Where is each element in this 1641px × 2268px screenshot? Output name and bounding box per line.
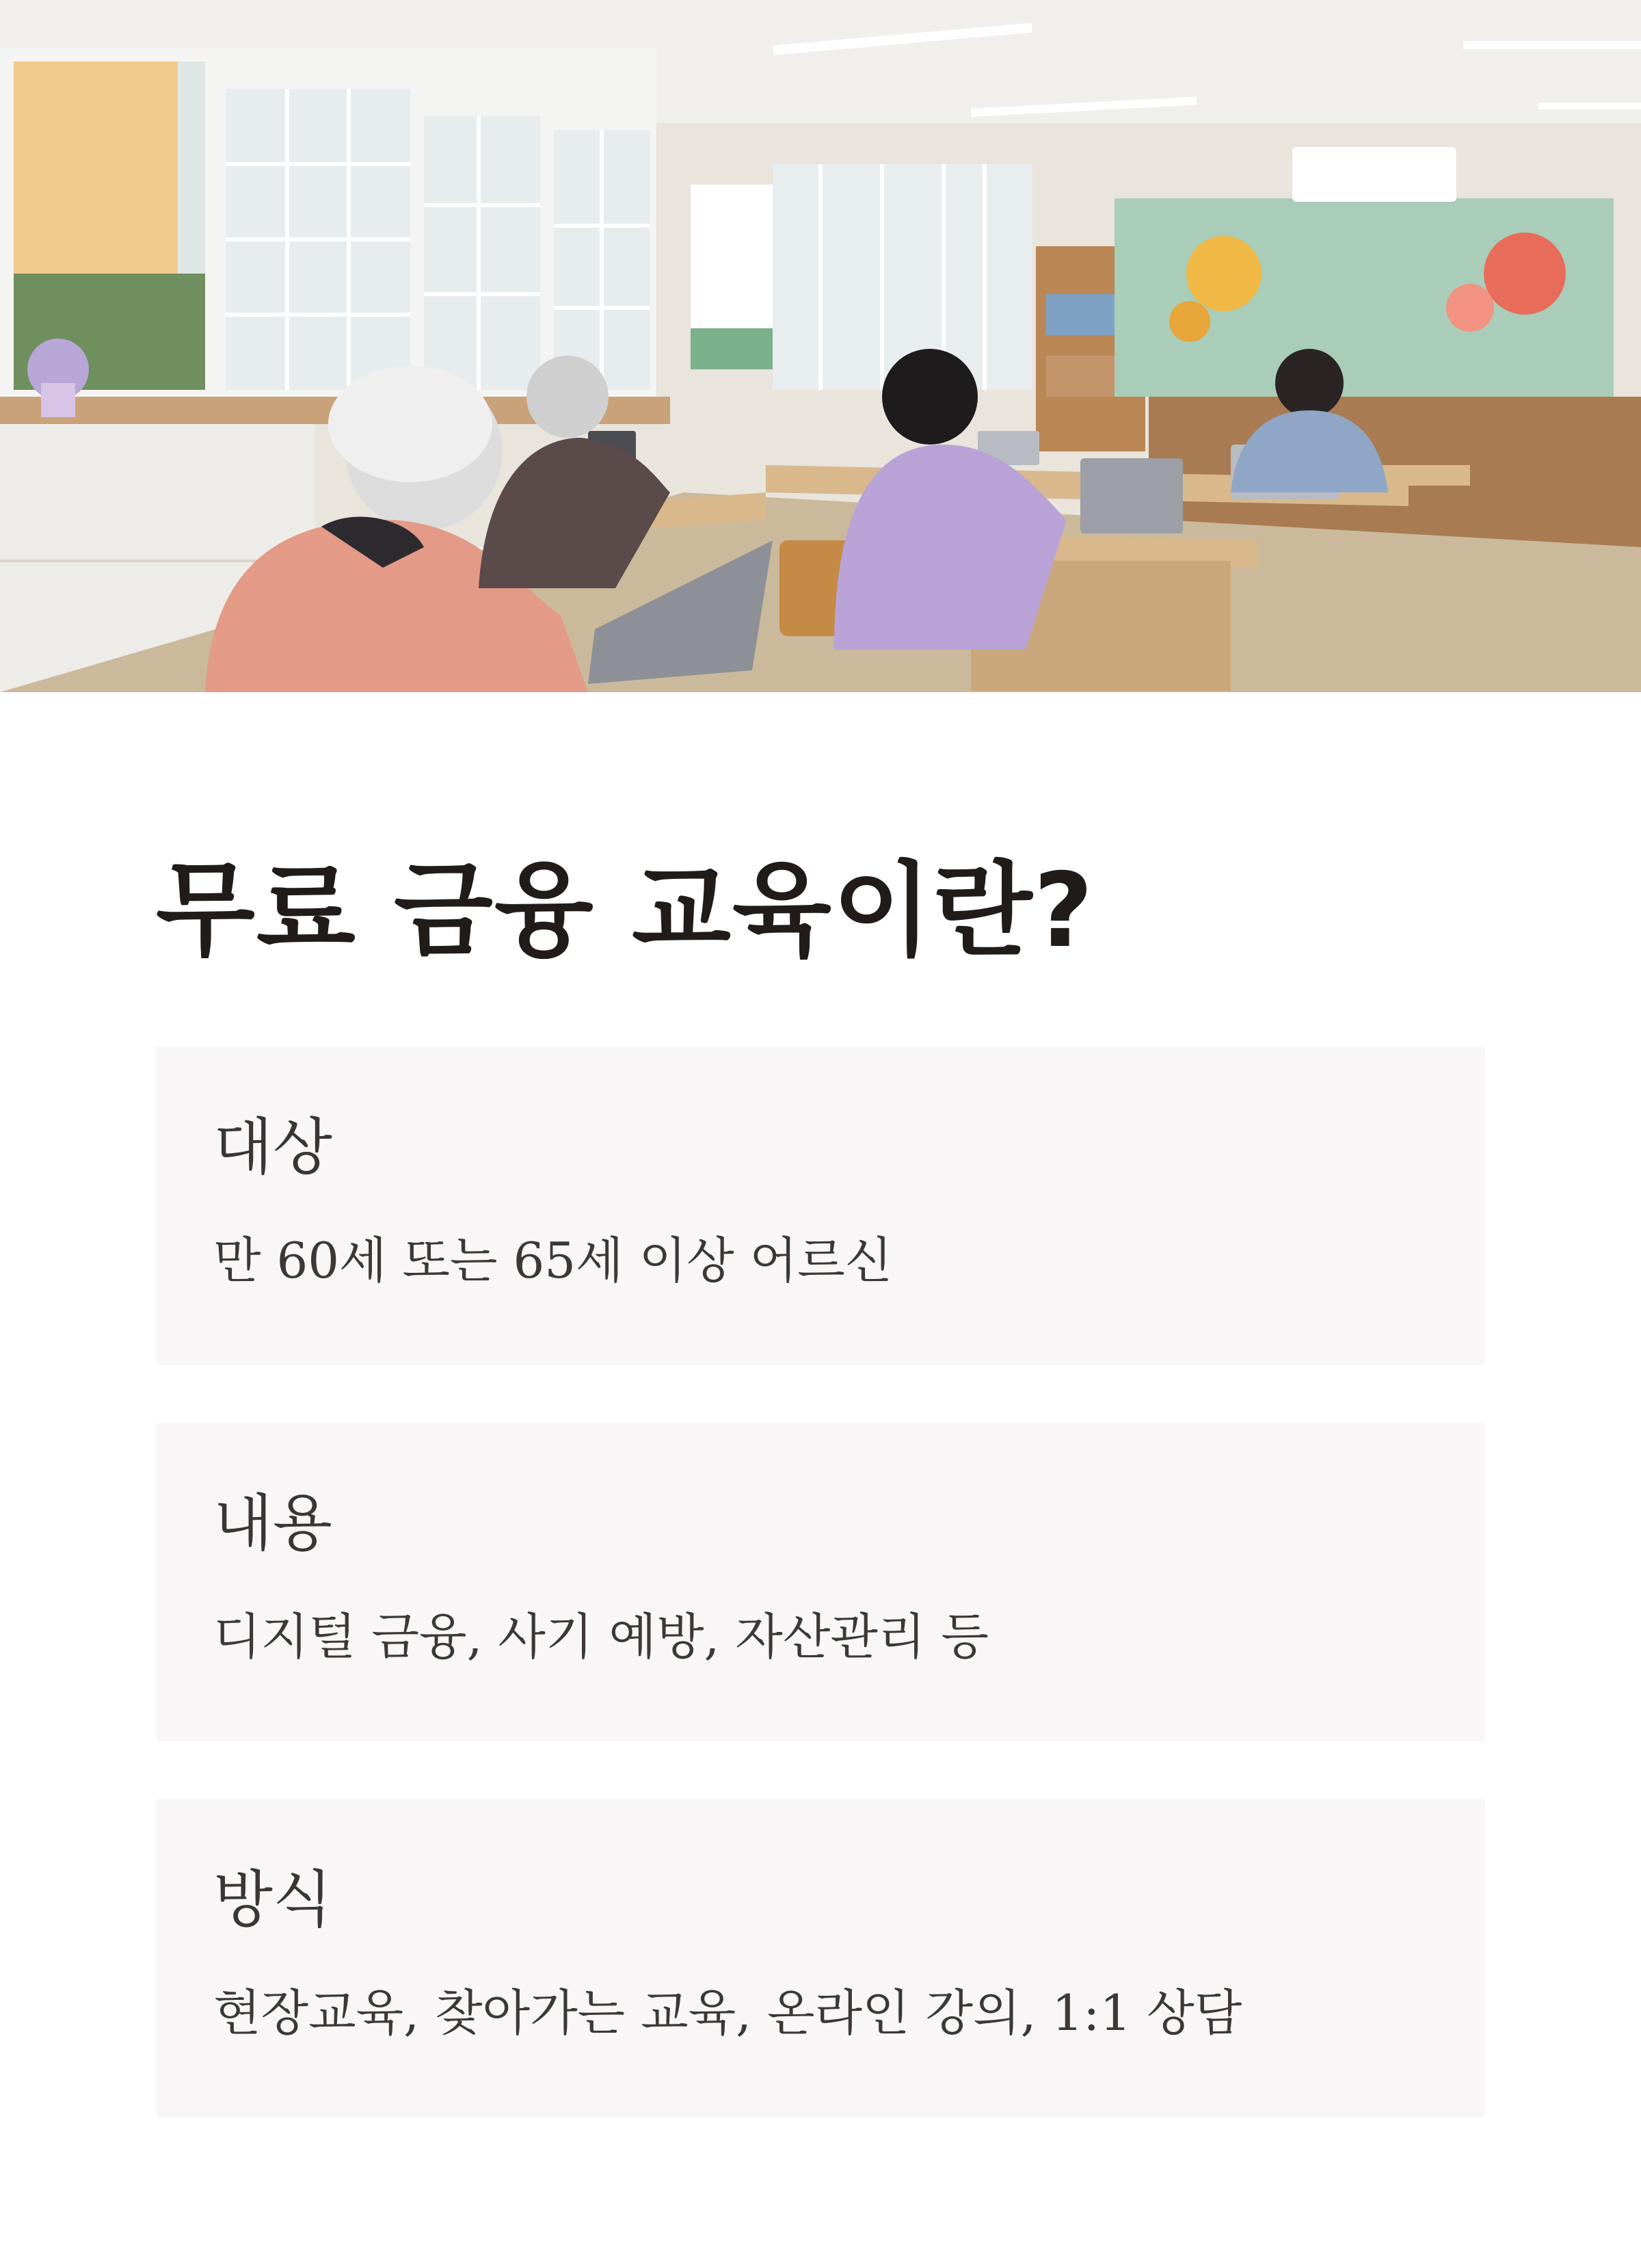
card-heading: 내용 (213, 1488, 332, 1559)
card-text: 현장교육, 찾아가는 교육, 온라인 강의, 1:1 상담 (213, 1984, 1242, 2042)
card-text: 만 60세 또는 65세 이상 어르신 (213, 1232, 893, 1289)
page-title: 무료 금융 교육이란? (156, 852, 1095, 971)
classroom-photo (0, 0, 1641, 692)
info-card-target (156, 1046, 1485, 1365)
info-card-method (156, 1799, 1485, 2118)
info-card-content (156, 1423, 1485, 1741)
card-text: 디지털 금융, 사기 예방, 자산관리 등 (213, 1608, 989, 1665)
card-heading: 대상 (213, 1111, 332, 1183)
card-heading: 방식 (213, 1864, 332, 1936)
hero-image (0, 0, 1641, 692)
